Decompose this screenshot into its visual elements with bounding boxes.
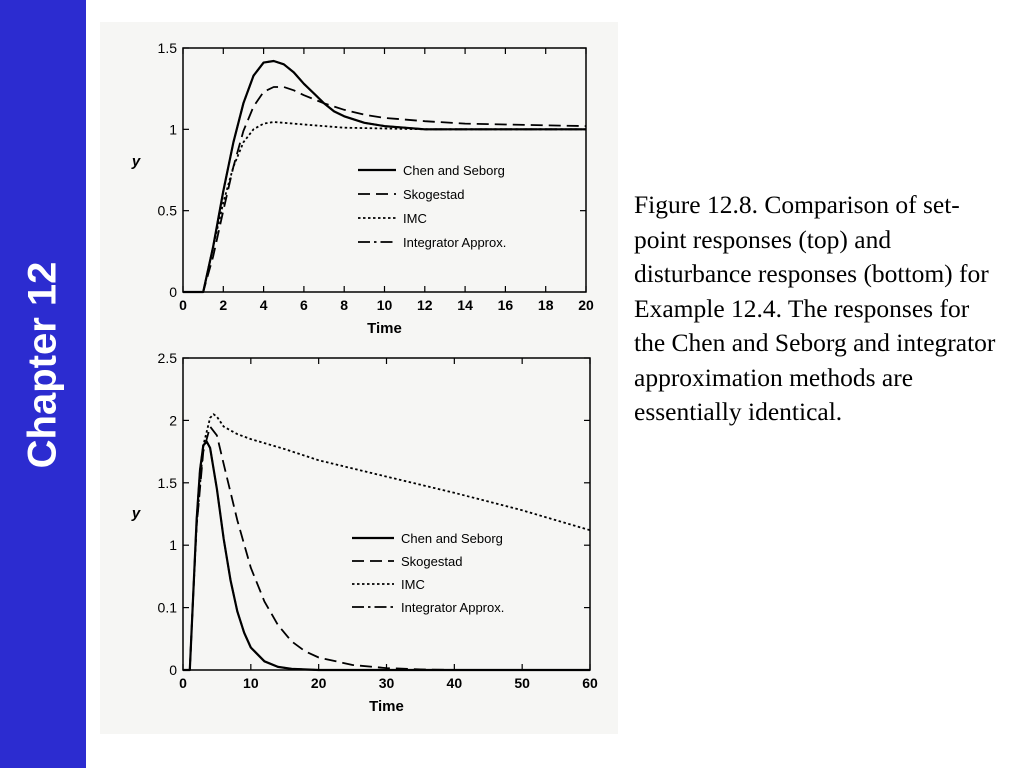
chart-bottom (131, 350, 598, 715)
series-line (183, 61, 586, 292)
legend-label: IMC (401, 577, 425, 592)
x-tick-label: 40 (446, 675, 463, 691)
y-tick-label: 0.1 (157, 599, 177, 616)
plot-frame (183, 358, 590, 670)
x-tick-label: 10 (243, 675, 259, 691)
y-tick-label: 1.5 (157, 40, 177, 56)
legend-label: IMC (403, 211, 427, 226)
x-tick-label: 4 (259, 297, 268, 313)
x-tick-label: 10 (376, 297, 393, 313)
x-tick-label: 8 (340, 297, 349, 313)
x-tick-label: 2 (219, 297, 228, 313)
y-axis-label: y (131, 505, 141, 522)
y-tick-label: 0 (169, 662, 177, 678)
figure-caption: Figure 12.8. Comparison of set-point responses (top) and disturbance responses (bottom) for Example 12.4. The responses for the Chen and Seborg and integrator approximation methods are essentially identical. (634, 190, 996, 426)
legend (358, 163, 506, 250)
legend-label: Integrator Approx. (401, 600, 505, 615)
chart-top (131, 40, 594, 337)
x-tick-label: 30 (378, 675, 395, 691)
series-line (183, 87, 586, 292)
x-tick-label: 14 (457, 297, 473, 313)
legend (352, 531, 504, 615)
x-tick-label: 18 (537, 297, 554, 313)
legend-label: Integrator Approx. (403, 235, 507, 250)
legend-label: Chen and Seborg (403, 163, 505, 178)
y-axis-label: y (131, 153, 141, 170)
x-tick-label: 0 (179, 297, 187, 313)
x-axis-label: Time (369, 698, 404, 715)
legend-label: Skogestad (401, 554, 463, 569)
y-tick-label: 1 (169, 121, 177, 138)
x-tick-label: 60 (582, 675, 598, 691)
x-tick-label: 12 (417, 297, 433, 313)
legend-label: Chen and Seborg (401, 531, 503, 546)
y-tick-label: 1 (169, 537, 177, 554)
x-tick-label: 50 (514, 675, 530, 691)
y-tick-label: 2.5 (157, 350, 177, 366)
chapter-label: Chapter 12 (20, 261, 65, 469)
x-tick-label: 20 (310, 675, 327, 691)
series-line (183, 122, 586, 292)
y-tick-label: 0.5 (157, 202, 177, 219)
x-tick-label: 16 (497, 297, 514, 313)
x-tick-label: 6 (300, 297, 308, 313)
y-tick-label: 0 (169, 284, 177, 300)
x-tick-label: 0 (179, 675, 187, 691)
x-axis-label: Time (367, 320, 402, 337)
y-tick-label: 1.5 (157, 474, 177, 491)
y-tick-label: 2 (169, 412, 177, 429)
x-tick-label: 20 (578, 297, 594, 313)
legend-label: Skogestad (403, 187, 465, 202)
series-line (183, 61, 586, 292)
